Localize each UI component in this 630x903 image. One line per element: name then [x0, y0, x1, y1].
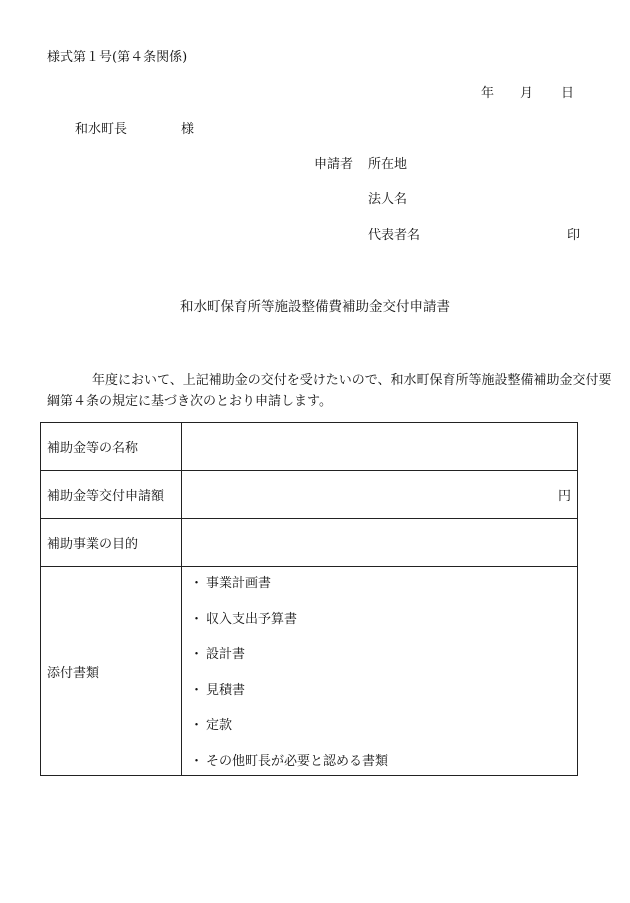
form-number: 様式第１号(第４条関係) [47, 50, 188, 65]
bullet-mark: ・ [190, 682, 204, 698]
addressee: 和水町長 [75, 122, 128, 137]
project-purpose-value [182, 519, 578, 567]
project-purpose-label: 補助事業の目的 [41, 519, 182, 567]
application-table [40, 422, 578, 776]
attachments-label: 添付書類 [41, 567, 182, 776]
requested-amount-value: 円 [182, 471, 578, 519]
statement-line-2: 綱第４条の規定に基づき次のとおり申請します。 [47, 394, 332, 409]
subsidy-name-value [182, 423, 578, 471]
applicant-label: 申請者 [314, 157, 354, 172]
table-row [41, 567, 578, 776]
address-label: 所在地 [368, 157, 408, 172]
attachments-cell [182, 567, 578, 776]
attachment-item-label: その他町長が必要と認める書類 [206, 753, 389, 769]
date-month-label: 月 [520, 86, 534, 101]
bullet-mark: ・ [190, 753, 204, 769]
date-day-label: 日 [561, 86, 575, 101]
list-item [190, 747, 571, 773]
date-year-label: 年 [481, 86, 495, 101]
subsidy-name-label: 補助金等の名称 [41, 423, 182, 471]
addressee-honorific: 様 [181, 122, 195, 137]
application-statement [47, 370, 612, 412]
list-item [190, 569, 571, 605]
document-title: 和水町保育所等施設整備費補助金交付申請書 [180, 299, 450, 315]
statement-line-1: 年度において、上記補助金の交付を受けたいので、和水町保育所等施設整備補助金交付要 [92, 373, 612, 388]
bullet-mark: ・ [190, 718, 204, 734]
bullet-mark: ・ [190, 647, 204, 663]
list-item [190, 640, 571, 676]
requested-amount-label: 補助金等交付申請額 [41, 471, 182, 519]
table-row [41, 471, 578, 519]
table-row [41, 519, 578, 567]
attachment-item-label: 定款 [206, 718, 233, 734]
attachment-item-label: 設計書 [206, 647, 246, 663]
list-item [190, 711, 571, 747]
bullet-mark: ・ [190, 611, 204, 627]
bullet-mark: ・ [190, 576, 204, 592]
corporation-name-label: 法人名 [368, 192, 408, 207]
attachments-list [188, 569, 571, 773]
list-item [190, 676, 571, 712]
attachment-item-label: 見積書 [206, 682, 246, 698]
table-row [41, 423, 578, 471]
representative-label: 代表者名 [368, 228, 421, 243]
attachment-item-label: 収入支出予算書 [206, 611, 298, 627]
seal-mark: 印 [567, 228, 581, 243]
attachment-item-label: 事業計画書 [206, 576, 272, 592]
list-item [190, 605, 571, 641]
